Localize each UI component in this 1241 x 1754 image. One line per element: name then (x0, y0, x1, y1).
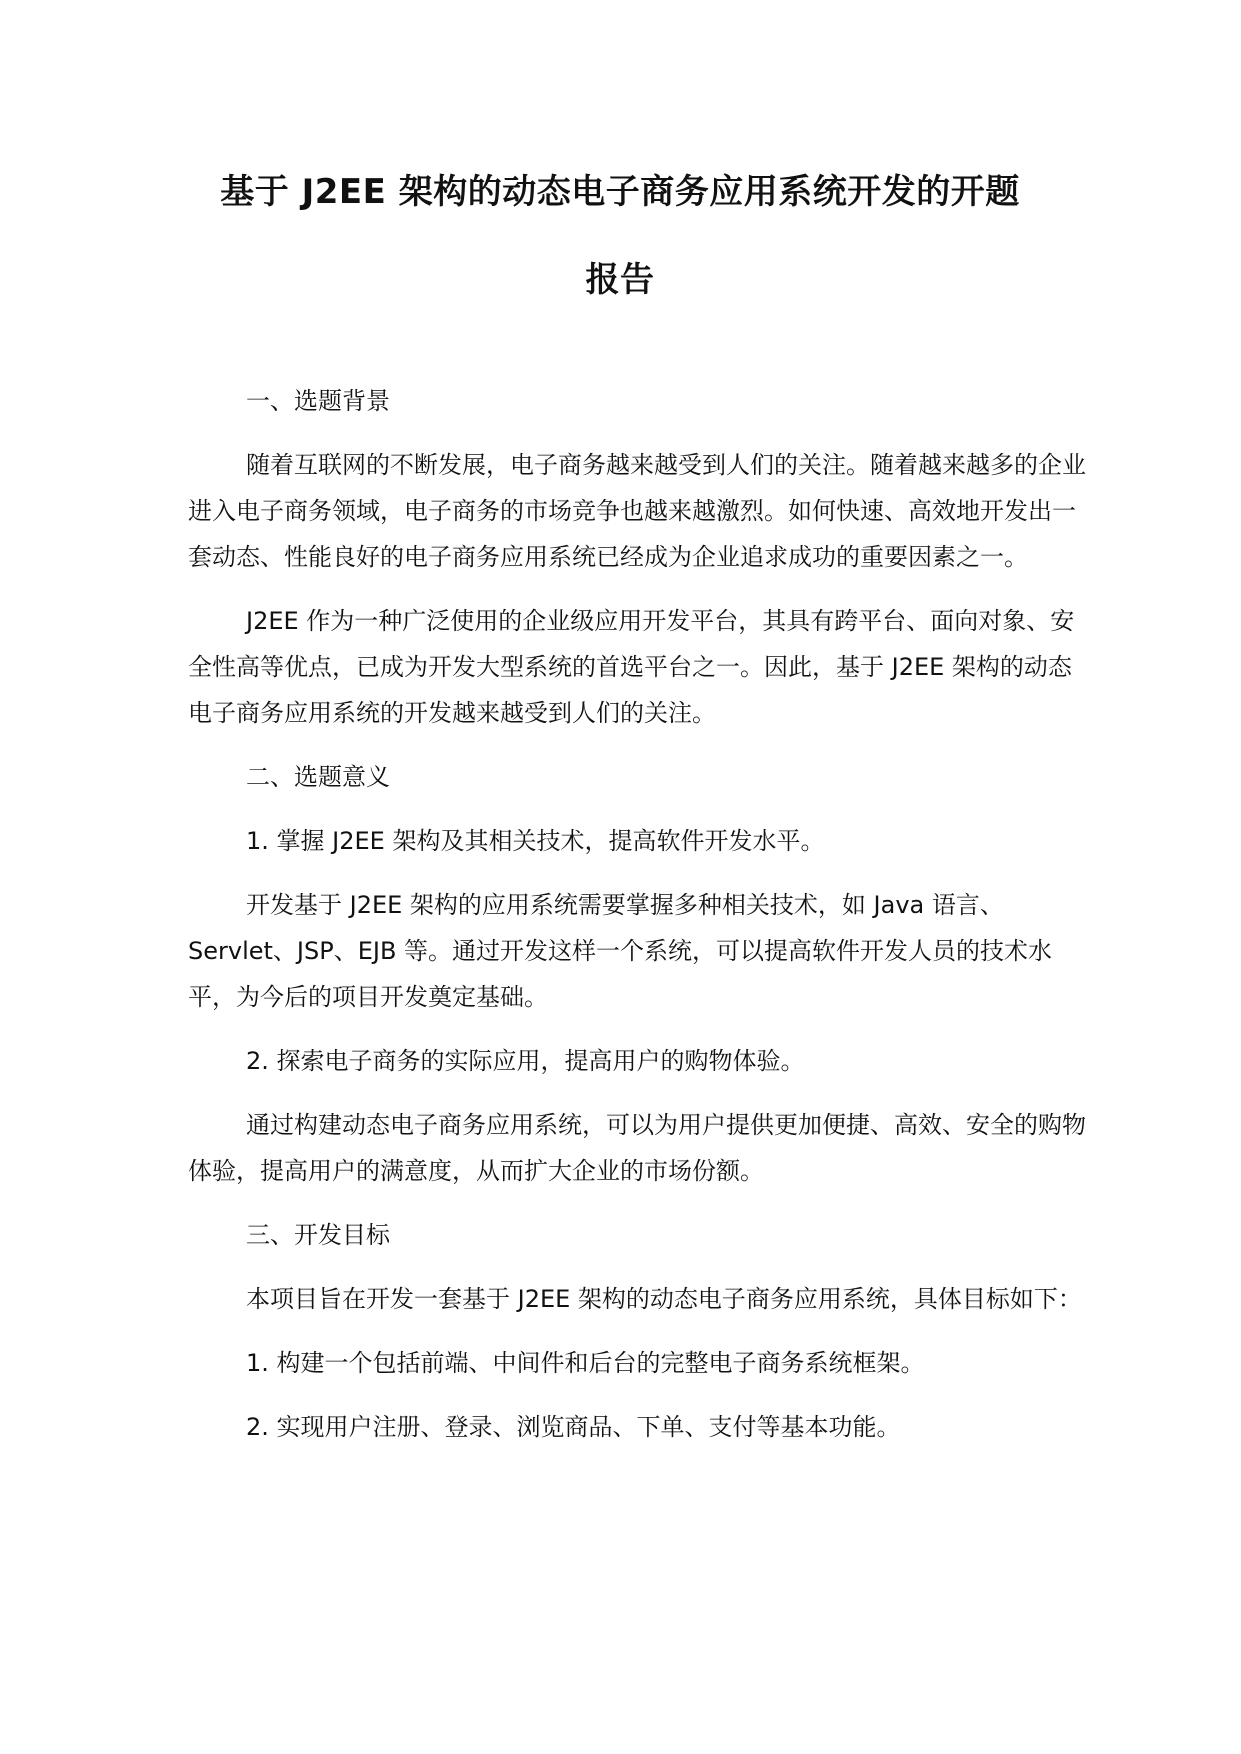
list-item-goal-1: 1. 构建一个包括前端、中间件和后台的完整电子商务系统框架。 (246, 1349, 925, 1377)
section-heading-background: 一、选题背景 (246, 387, 390, 415)
section-heading-goals: 三、开发目标 (246, 1221, 390, 1249)
paragraph-significance-2: 通过构建动态电子商务应用系统，可以为用户提供更加便捷、高效、安全的购物体验，提高用户的满意度，从而扩大企业的市场份额。 (188, 1111, 1086, 1185)
document-body (188, 378, 1088, 1468)
section-heading-significance: 二、选题意义 (246, 763, 390, 791)
paragraph-background-2: J2EE 作为一种广泛使用的企业级应用开发平台，其具有跨平台、面向对象、安全性高等优点，已成为开发大型系统的首选平台之一。因此，基于 J2EE 架构的动态电子商务应用系统的开发越来越受到人们的关注。 (188, 607, 1075, 727)
list-item-goal-2: 2. 实现用户注册、登录、浏览商品、下单、支付等基本功能。 (246, 1413, 901, 1441)
paragraph-background-1: 随着互联网的不断发展，电子商务越来越受到人们的关注。随着越来越多的企业进入电子商务领域，电子商务的市场竞争也越来越激烈。如何快速、高效地开发出一套动态、性能良好的电子商务应用系统已经成为企业追求成功的重要因素之一。 (188, 451, 1086, 571)
paragraph-goals-intro: 本项目旨在开发一套基于 J2EE 架构的动态电子商务应用系统，具体目标如下： (246, 1285, 1082, 1313)
title-line-1: 基于 J2EE 架构的动态电子商务应用系统开发的开题 (220, 172, 1020, 212)
document-title (150, 172, 1090, 300)
list-item-significance-1: 1. 掌握 J2EE 架构及其相关技术，提高软件开发水平。 (246, 827, 825, 855)
paragraph-significance-1: 开发基于 J2EE 架构的应用系统需要掌握多种相关技术，如 Java 语言、Servlet、JSP、EJB 等。通过开发这样一个系统，可以提高软件开发人员的技术水平，为今后的项目开发奠定基础。 (188, 891, 1053, 1011)
list-item-significance-2: 2. 探索电子商务的实际应用，提高用户的购物体验。 (246, 1047, 805, 1075)
title-line-2: 报告 (585, 260, 655, 300)
